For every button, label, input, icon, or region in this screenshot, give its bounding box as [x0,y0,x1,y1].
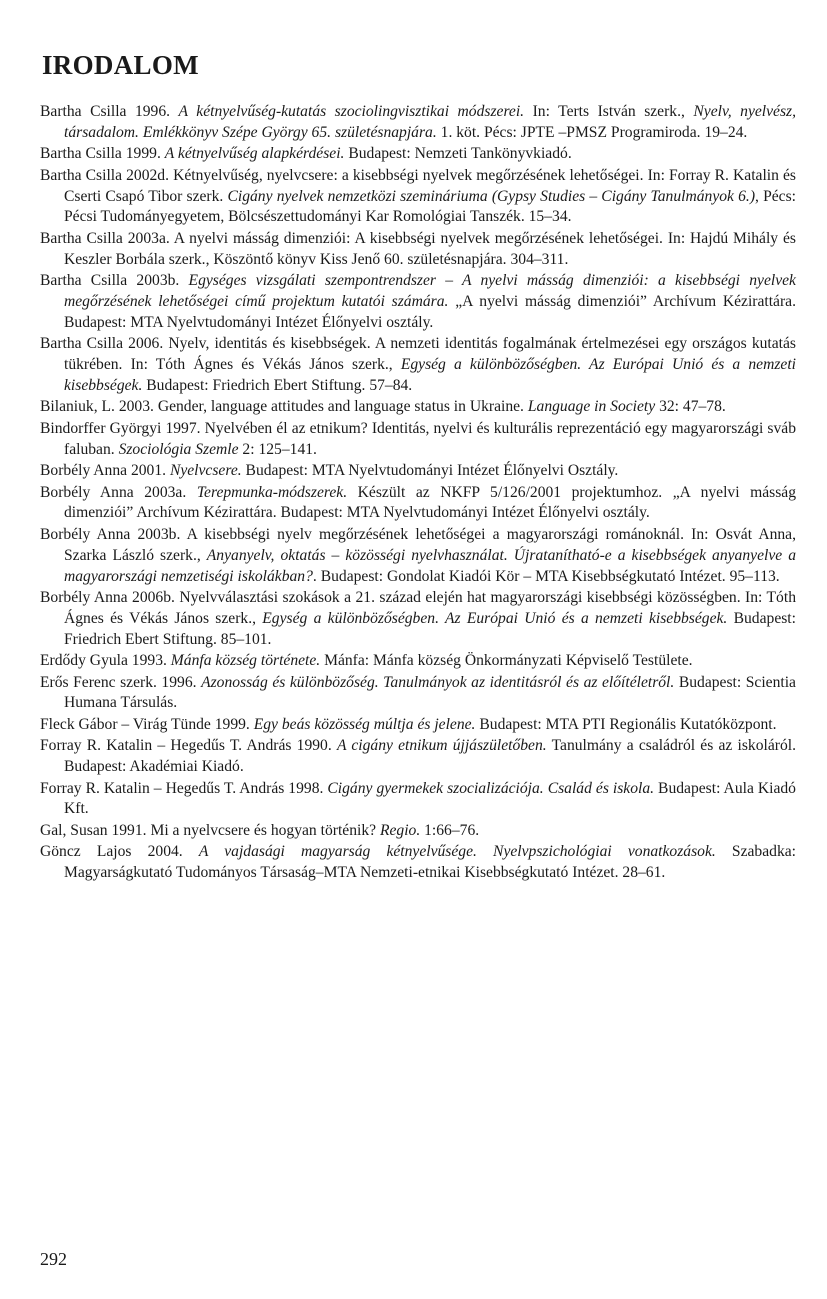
reference-entry [40,821,796,842]
reference-title-italic: Nyelvcsere. [169,462,242,480]
reference-text: Budapest: MTA Nyelvtudományi Intézet Élőnyelvi Osztály. [241,462,619,480]
reference-title-italic: Anyanyelv, oktatás – közösségi nyelvhasználat. Újratanítható-e a kisebbségek anyanyelve a magyarországi nemzetiségi iskolákban? [64,546,796,585]
reference-text: Budapest: Scientia Humana Társulás. [64,673,796,712]
reference-text: . Budapest: Gondolat Kiadói Kör – MTA Kisebbségkutató Intézet. 95–113. [312,567,780,585]
reference-title-italic: Egységes vizsgálati szempontrendszer – A nyelvi másság dimenziói: a kisebbségi nyelvek megőrzésének lehetőségei című projektum kutatói számára. [64,272,796,310]
reference-title-italic: Nyelv, nyelvész, társadalom. Emlékkönyv Szépe György 65. születésnapjára. [64,103,796,141]
reference-text: 32: 47–78. [655,398,726,416]
reference-entry [40,334,796,397]
reference-entry [40,483,796,525]
page-number: 292 [40,1249,67,1269]
reference-text: Szabadka: Magyarságkutató Tudományos Társaság–MTA Nemzeti-etnikai Kisebbségkutató Intézet. 28–61. [64,843,796,882]
reference-entry [40,842,796,884]
reference-text: Bilaniuk, L. 2003. Gender, language attitudes and language status in Ukraine. [40,398,528,416]
reference-title-italic: Szociológia Szemle [118,440,239,458]
reference-text: Készült az NKFP 5/126/2001 projektumhoz. „A nyelvi másság dimenziói” Archívum Kézirattára. Budapest: MTA Nyelvtudományi Intézet Élőnyelvi osztály. [64,483,796,522]
reference-text: Budapest: Friedrich Ebert Stiftung. 57–84. [142,376,413,394]
reference-text: Borbély Anna 2006b. Nyelvválasztási szokások a 21. század elején hat magyarországi kisebbségi közösségben. In: Tóth Ágnes és Vékás János szerk., [40,588,796,627]
reference-entry [40,673,796,715]
reference-entry [40,166,796,229]
reference-entry [40,588,796,651]
reference-text: Bartha Csilla 2003a. A nyelvi másság dimenziói: A kisebbségi nyelvek megőrzésének lehetőségei. In: Hajdú Mihály és Keszler Borbála szerk., Köszöntő könyv Kiss Jenő 60. születésnapjára. 304–311. [40,229,796,268]
page-heading: IRODALOM [42,50,199,80]
reference-text: Budapest: MTA PTI Regionális Kutatóközpont. [475,715,777,733]
reference-entry [40,229,796,271]
reference-text: Bartha Csilla 2006. Nyelv, identitás és kisebbségek. A nemzeti identitás fogalmának értelmezései egy országos kutatás tükrében. In: Tóth Ágnes és Vékás János szerk., [40,335,796,374]
reference-entry [40,102,796,144]
reference-entry [40,736,796,778]
reference-text: In: Terts István szerk., [524,103,694,120]
reference-text: Borbély Anna 2003a. [40,483,197,501]
reference-text: 2: 125–141. [238,440,317,458]
reference-title-italic: A kétnyelvűség alapkérdései. [164,145,345,163]
reference-title-italic: Egység a különbözőségben. Az Európai Unió és a nemzeti kisebbségek. [262,609,728,627]
reference-text: Göncz Lajos 2004. [40,843,199,861]
reference-text: Forray R. Katalin – Hegedűs T. András 1998. [40,779,328,797]
reference-text: Borbély Anna 2003b. A kisebbségi nyelv megőrzésének lehetőségei a magyarországi románoknál. In: Osvát Anna, Szarka László szerk., [40,525,796,564]
reference-entry [40,779,796,821]
reference-text: Mánfa: Mánfa község Önkormányzati Képviselő Testülete. [320,652,693,670]
reference-text: „A nyelvi másság dimenziói” Archívum Kézirattára. Budapest: MTA Nyelvtudományi Intézet Élőnyelvi osztály. [64,292,796,331]
reference-entry [40,525,796,588]
reference-text: Erős Ferenc szerk. 1996. [40,673,202,691]
reference-text: Budapest: Aula Kiadó Kft. [64,779,796,818]
reference-text: Tanulmány a családról és az iskoláról. Budapest: Akadémiai Kiadó. [64,737,797,776]
reference-text: Bartha Csilla 1999. [40,145,165,163]
reference-entry [40,461,796,482]
reference-text: Fleck Gábor – Virág Tünde 1999. [40,715,254,733]
reference-text: 1. köt. Pécs: JPTE –PMSZ Programiroda. 19–24. [436,123,748,141]
reference-title-italic: A vajdasági magyarság kétnyelvűsége. Nyelvpszichológiai vonatkozások. [198,843,716,861]
reference-title-italic: Cigány nyelvek nemzetközi szemináriuma (Gypsy Studies – Cigány Tanulmányok 6.) [227,187,756,205]
reference-title-italic: Azonosság és különbözőség. Tanulmányok az identitásról és az előítéletről. [201,673,675,691]
reference-title-italic: Egy beás közösség múltja és jelene. [253,715,476,733]
reference-text: Budapest: Nemzeti Tankönyvkiadó. [344,145,572,163]
reference-entry [40,397,796,418]
reference-text: Budapest: Friedrich Ebert Stiftung. 85–101. [64,609,796,648]
reference-title-italic: A cigány etnikum újjászületőben. [336,737,547,755]
reference-text: Erdődy Gyula 1993. [40,652,171,670]
reference-title-italic: Regio. [379,821,421,839]
reference-title-italic: Terepmunka-módszerek. [196,483,348,501]
reference-entry [40,144,796,165]
reference-text: Borbély Anna 2001. [40,462,170,480]
reference-text: Forray R. Katalin – Hegedűs T. András 1990. [40,737,337,755]
reference-title-italic: Cigány gyermekek szocializációja. Család és iskola. [327,779,655,797]
reference-list [40,102,796,885]
reference-title-italic: A kétnyelvűség-kutatás szociolingvisztikai módszerei. [178,103,525,120]
reference-entry [40,419,796,461]
reference-text: Bartha Csilla 2003b. [40,272,189,290]
reference-title-italic: Mánfa község története. [170,652,321,670]
reference-entry [40,651,796,672]
reference-text: 1:66–76. [420,821,480,839]
reference-text: , Pécs: Pécsi Tudományegyetem, Bölcsészettudományi Kar Romológiai Tanszék. 15–34. [64,187,796,226]
reference-title-italic: Language in Society [527,398,656,416]
reference-entry [40,271,796,334]
reference-title-italic: Egység a különbözőségben. Az Európai Unió és a nemzeti kisebbségek. [64,356,796,394]
reference-text: Gal, Susan 1991. Mi a nyelvcsere és hogyan történik? [40,821,380,839]
reference-text: Bartha Csilla 2002d. Kétnyelvűség, nyelvcsere: a kisebbségi nyelvek megőrzésének lehetőségei. In: Forray R. Katalin és Cserti Csapó Tibor szerk. [40,166,796,205]
reference-entry [40,715,796,736]
reference-text: Bindorffer Györgyi 1997. Nyelvében él az etnikum? Identitás, nyelvi és kulturális reprezentáció egy magyarországi sváb faluban. [40,419,796,458]
reference-text: Bartha Csilla 1996. [40,103,179,120]
